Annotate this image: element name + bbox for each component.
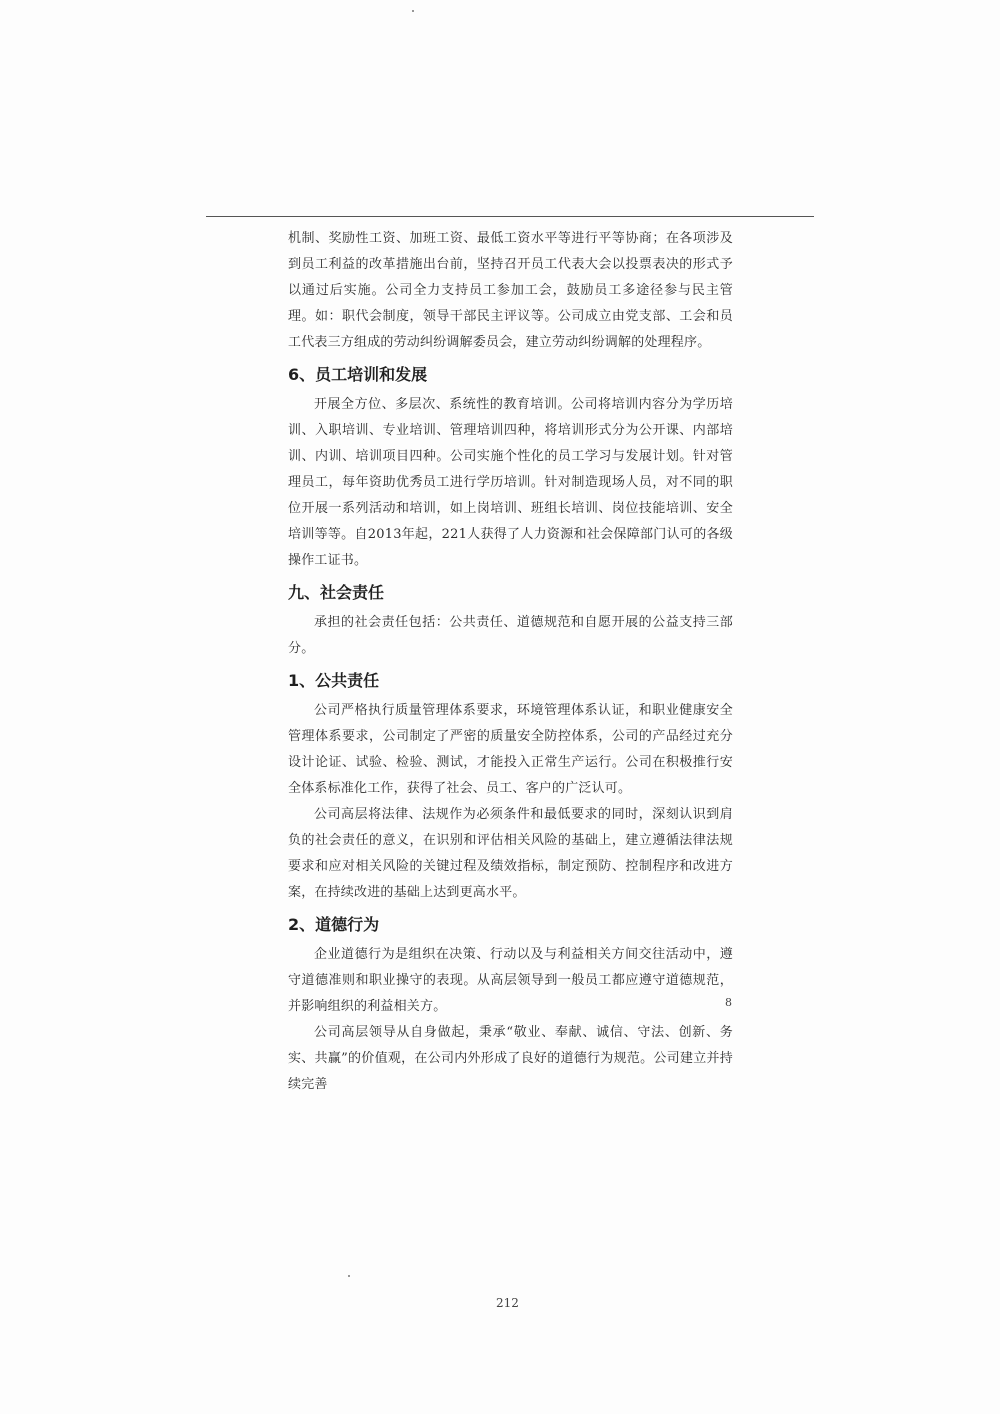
public-responsibility-paragraph-1: 公司严格执行质量管理体系要求，环境管理体系认证，和职业健康安全管理体系要求，公司制定了严密的质量安全防控体系，公司的产品经过充分设计论证、试验、检验、测试，才能投入正常生产运行。公司在积极推行安全体系标准化工作，获得了社会、员工、客户的广泛认可。 <box>288 703 733 796</box>
training-paragraph: 开展全方位、多层次、系统性的教育培训。公司将培训内容分为学历培训、入职培训、专业培训、管理培训四种，将培训形式分为公开课、内部培训、内训、培训项目四种。公司实施个性化的员工学习与发展计划。针对管理员工，每年资助优秀员工进行学历培训。针对制造现场人员，对不同的职位开展一系列活动和培训，如上岗培训、班组长培训、岗位技能培训、安全培训等等。自2013年起，221人获得了人力资源和社会保障部门认可的各级操作工证书。 <box>288 397 733 568</box>
heading-training: 6、员工培训和发展 <box>288 365 428 384</box>
public-responsibility-paragraph-2: 公司高层将法律、法规作为必须条件和最低要求的同时，深刻认识到肩负的社会责任的意义，在识别和评估相关风险的基础上，建立遵循法律法规要求和应对相关风险的关键过程及绩效指标，制定预防、控制程序和改进方案，在持续改进的基础上达到更高水平。 <box>288 807 733 900</box>
social-responsibility-paragraph: 承担的社会责任包括：公共责任、道德规范和自愿开展的公益支持三部分。 <box>288 615 733 656</box>
heading-social-responsibility: 九、社会责任 <box>288 583 385 602</box>
ethics-paragraph-1: 企业道德行为是组织在决策、行动以及与利益相关方间交往活动中，遵守道德准则和职业操守的表现。从高层领导到一般员工都应遵守道德规范，并影响组织的利益相关方。 <box>288 947 733 1014</box>
continuation-paragraph: 机制、奖励性工资、加班工资、最低工资水平等进行平等协商；在各项涉及到员工利益的改革措施出台前，坚持召开员工代表大会以投票表决的形式予以通过后实施。公司全力支持员工参加工会，鼓励员工多途径参与民主管理。如：职代会制度，领导干部民主评议等。公司成立由党支部、工会和员工代表三方组成的劳动纠纷调解委员会，建立劳动纠纷调解的处理程序。 <box>288 231 733 350</box>
heading-ethics: 2、道德行为 <box>288 915 380 934</box>
scan-speck <box>348 1275 350 1277</box>
footer-page-number: 212 <box>496 1296 519 1310</box>
header-rule <box>206 216 814 217</box>
ethics-paragraph-2: 公司高层领导从自身做起，秉承“敬业、奉献、诚信、守法、创新、务实、共赢”的价值观，在公司内外形成了良好的道德行为规范。公司建立并持续完善 <box>288 1025 733 1092</box>
document-body <box>288 226 733 1098</box>
scan-speck <box>412 10 414 12</box>
heading-public-responsibility: 1、公共责任 <box>288 671 380 690</box>
inner-page-number: 8 <box>725 996 732 1009</box>
